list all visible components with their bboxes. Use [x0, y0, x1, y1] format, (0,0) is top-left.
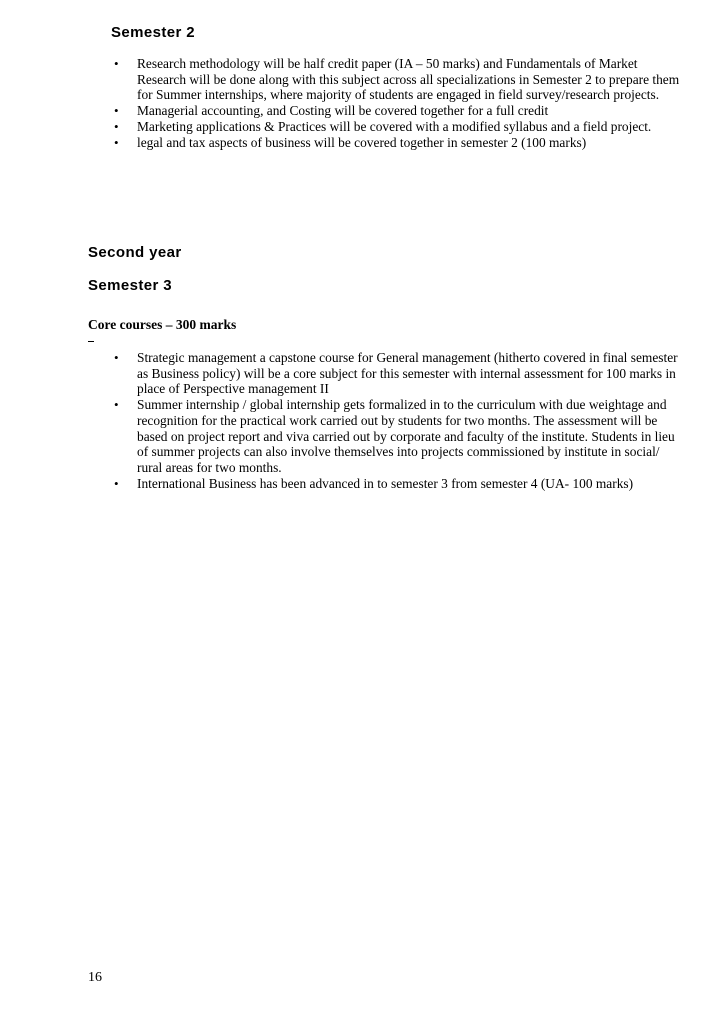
list-item: [114, 135, 686, 151]
bullet-icon: •: [114, 134, 119, 150]
semester-2-bullet-list: [114, 56, 686, 150]
list-item-text: Summer internship / global internship gets formalized in to the curriculum with due weightage and recognition for the practical work carried out by students for two months. The assessment will be based on project report and viva carried out by corporate and faculty of the institute. Students in lieu of summer projects can also involve themselves into projects commissioned by institute in social/ rural areas for two months.: [137, 397, 675, 475]
list-item-text: Marketing applications & Practices will be covered with a modified syllabus and a field project.: [137, 118, 652, 134]
list-item: [114, 476, 686, 492]
core-courses-label: Core courses – 300 marks: [88, 317, 237, 332]
bullet-icon: •: [114, 118, 119, 134]
bullet-icon: •: [114, 475, 119, 491]
bullet-icon: •: [114, 103, 119, 119]
semester-3-heading: Semester 3: [88, 277, 173, 294]
semester-2-heading: Semester 2: [111, 24, 196, 41]
list-item-text: International Business has been advanced in to semester 3 from semester 4 (UA- 100 marks): [137, 475, 634, 491]
list-item: [114, 56, 686, 103]
list-item-text: legal and tax aspects of business will be covered together in semester 2 (100 marks): [137, 134, 587, 150]
stray-dash-mark: [88, 341, 94, 342]
bullet-icon: •: [114, 397, 119, 413]
list-item: [114, 103, 686, 119]
page-number: 16: [88, 970, 102, 985]
second-year-heading: Second year: [88, 244, 182, 261]
bullet-icon: •: [114, 56, 119, 71]
semester-3-bullet-list: [114, 350, 686, 491]
list-item-text: Strategic management a capstone course for General management (hitherto covered in final semester as Business policy) will be a core subject for this semester with internal assessment for 100 marks in place of Perspective management II: [137, 350, 678, 397]
list-item: [114, 350, 686, 397]
list-item-text: Managerial accounting, and Costing will be covered together for a full credit: [137, 103, 549, 119]
list-item: [114, 119, 686, 135]
bullet-icon: •: [114, 350, 119, 365]
list-item-text: Research methodology will be half credit paper (IA – 50 marks) and Fundamentals of Market Research will be done along with this subject across all specializations in Semester 2 to prepare them for Summer internships, where majority of students are engaged in field survey/research projects.: [137, 56, 680, 103]
list-item: [114, 397, 686, 476]
